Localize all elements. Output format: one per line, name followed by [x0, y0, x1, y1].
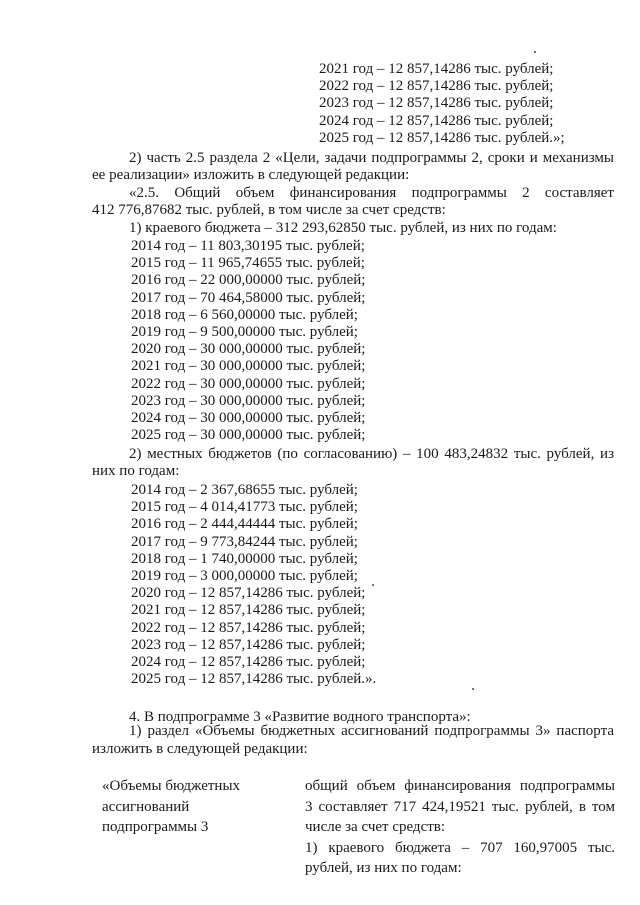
paragraph-line: 1) раздел «Объемы бюджетных ассигнований подпрограммы 3» паспорта [129, 723, 614, 739]
table-cell-line: 3 составляет 717 424,19521 тыс. рублей, в том [305, 798, 615, 815]
paragraph-line: «2.5. Общий объем финансирования подпрограммы 2 составляет [129, 185, 614, 201]
year-line: 2014 год – 2 367,68655 тыс. рублей; [131, 482, 358, 498]
paragraph-line: 412 776,87682 тыс. рублей, в том числе за счет средств: [92, 202, 446, 219]
year-line: 2024 год – 30 000,00000 тыс. рублей; [131, 409, 366, 426]
year-line: 2021 год – 12 857,14286 тыс. рублей; [131, 602, 366, 619]
year-line: 2023 год – 30 000,00000 тыс. рублей; [131, 392, 366, 409]
paragraph-mestnye-heading [92, 446, 614, 480]
table-cell-line: 1) краевого бюджета – 707 160,97005 тыс. [305, 839, 615, 856]
year-line: 2016 год – 22 000,00000 тыс. рублей; [131, 272, 366, 289]
table-cell-line: общий объем финансирования подпрограммы [305, 778, 615, 794]
paragraph-item-2 [92, 150, 614, 184]
scan-speck [534, 51, 536, 53]
paragraph-line: них по годам: [92, 463, 180, 480]
table-cell-line: «Объемы бюджетных [102, 778, 241, 794]
year-line: 2018 год – 6 560,00000 тыс. рублей; [131, 306, 358, 323]
paragraph-line: 1) краевого бюджета – 312 293,62850 тыс. рублей, из них по годам: [129, 220, 557, 236]
year-line: 2023 год – 12 857,14286 тыс. рублей; [319, 95, 554, 112]
paragraph-item-4-1 [92, 722, 614, 758]
table-cell-line: числе за счет средств: [305, 819, 446, 835]
year-line: 2025 год – 12 857,14286 тыс. рублей.»; [319, 129, 565, 146]
top-year-list [319, 61, 640, 147]
table-cell-line: ассигнований [102, 798, 190, 815]
table-left-cell [102, 776, 282, 838]
year-line: 2014 год – 11 803,30195 тыс. рублей; [131, 238, 365, 254]
year-line: 2023 год – 12 857,14286 тыс. рублей; [131, 636, 366, 653]
paragraph-line: ее реализации» изложить в следующей редакции: [92, 167, 410, 184]
year-line: 2022 год – 30 000,00000 тыс. рублей; [131, 375, 366, 392]
year-line: 2021 год – 12 857,14286 тыс. рублей; [319, 61, 554, 77]
paragraph-line: изложить в следующей редакции: [92, 741, 308, 757]
table-right-cell [305, 776, 615, 879]
year-line: 2020 год – 30 000,00000 тыс. рублей; [131, 341, 366, 358]
year-line: 2019 год – 3 000,00000 тыс. рублей; [131, 567, 358, 584]
year-line: 2018 год – 1 740,00000 тыс. рублей; [131, 550, 358, 567]
year-line: 2022 год – 12 857,14286 тыс. рублей; [319, 78, 554, 95]
year-line: 2016 год – 2 444,44444 тыс. рублей; [131, 516, 358, 533]
year-line: 2025 год – 30 000,00000 тыс. рублей; [131, 427, 366, 444]
kraevoy-year-list [131, 238, 365, 444]
paragraph-line: 2) часть 2.5 раздела 2 «Цели, задачи подпрограммы 2, сроки и механизмы [129, 150, 614, 166]
year-line: 2020 год – 12 857,14286 тыс. рублей; [131, 585, 366, 602]
year-line: 2017 год – 9 773,84244 тыс. рублей; [131, 533, 358, 550]
mestnye-year-list [131, 482, 376, 688]
paragraph-line: 4. В подпрограмме 3 «Развитие водного транспорта»: [129, 709, 471, 725]
table-cell-line: подпрограммы 3 [102, 819, 209, 835]
year-line: 2021 год – 30 000,00000 тыс. рублей; [131, 358, 366, 375]
year-line: 2015 год – 4 014,41773 тыс. рублей; [131, 499, 358, 516]
paragraph-kraevoy-heading [92, 220, 614, 237]
scan-speck [472, 688, 474, 690]
paragraph-line: 2) местных бюджетов (по согласованию) – 100 483,24832 тыс. рублей, из [129, 446, 614, 462]
year-line: 2025 год – 12 857,14286 тыс. рублей.». [131, 671, 377, 688]
year-line: 2017 год – 70 464,58000 тыс. рублей; [131, 289, 366, 306]
paragraph-section-2-5 [92, 185, 614, 219]
table-cell-line: рублей, из них по годам: [305, 860, 462, 876]
year-line: 2022 год – 12 857,14286 тыс. рублей; [131, 619, 366, 636]
year-line: 2019 год – 9 500,00000 тыс. рублей; [131, 323, 358, 340]
year-line: 2024 год – 12 857,14286 тыс. рублей; [131, 653, 366, 670]
year-line: 2024 год – 12 857,14286 тыс. рублей; [319, 112, 554, 129]
year-line: 2015 год – 11 965,74655 тыс. рублей; [131, 255, 365, 272]
